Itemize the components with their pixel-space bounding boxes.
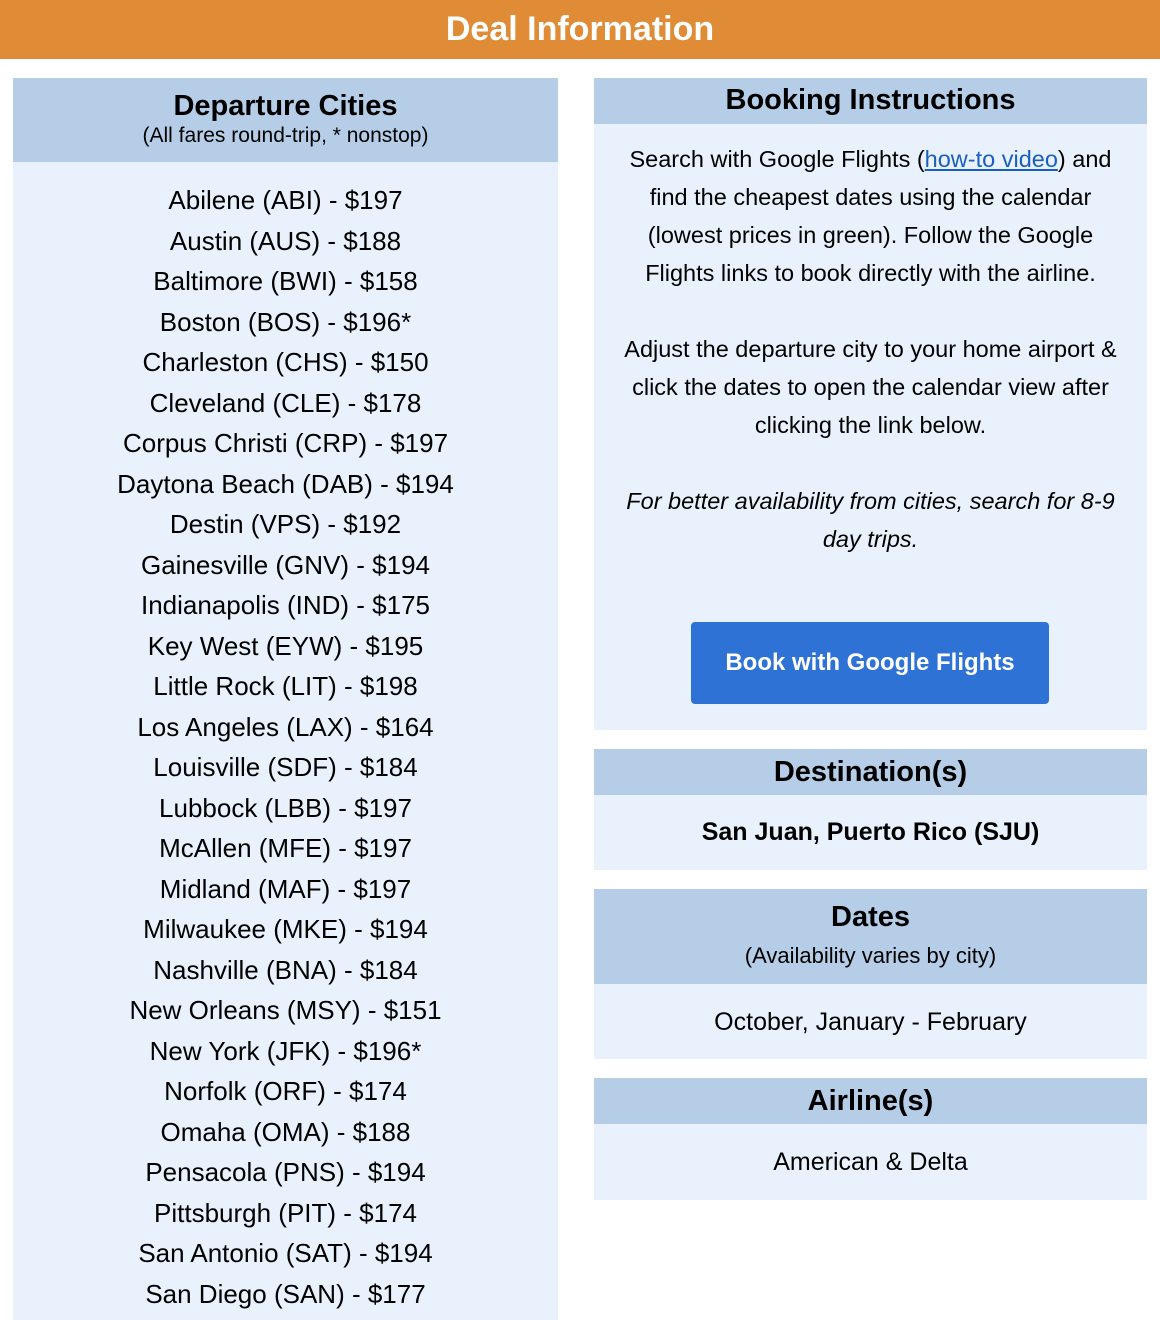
booking-instructions-title: Booking Instructions bbox=[594, 78, 1147, 124]
departure-city-item: Cleveland (CLE) - $178 bbox=[149, 387, 422, 418]
booking-instructions-panel bbox=[594, 78, 1147, 730]
booking-paragraph-adjust: Adjust the departure city to your home airport & click the dates to open the calendar view after clicking the link below. bbox=[624, 336, 1117, 438]
departure-city-item: Milwaukee (MKE) - $194 bbox=[143, 914, 428, 944]
departure-city-item: Boston (BOS) - $196* bbox=[159, 306, 412, 337]
banner-title: Deal Information bbox=[445, 10, 715, 48]
departure-city-item: Gainesville (GNV) - $194 bbox=[141, 549, 430, 580]
departure-city-item: Austin (AUS) - $188 bbox=[169, 225, 402, 256]
airline-panel bbox=[594, 1078, 1147, 1200]
booking-paragraph-availability: For better availability from cities, search for 8-9 day trips. bbox=[626, 488, 1115, 552]
departure-city-item: Baltimore (BWI) - $158 bbox=[153, 266, 418, 296]
dates-panel bbox=[594, 889, 1147, 1059]
departure-city-item: McAllen (MFE) - $197 bbox=[159, 833, 412, 863]
how-to-video-link[interactable]: how-to video bbox=[924, 146, 1058, 172]
departure-cities-header bbox=[13, 78, 558, 162]
departure-city-item: Indianapolis (IND) - $175 bbox=[140, 590, 431, 620]
departure-city-item: Omaha (OMA) - $188 bbox=[160, 1116, 411, 1147]
departure-city-item: Destin (VPS) - $192 bbox=[169, 509, 402, 539]
departure-cities-title: Departure Cities bbox=[173, 90, 398, 122]
destination-value: San Juan, Puerto Rico (SJU) bbox=[701, 818, 1040, 846]
booking-text-before-link: Search with Google Flights ( bbox=[629, 146, 925, 172]
departure-city-item: San Diego (SAN) - $177 bbox=[145, 1278, 426, 1309]
departure-city-item: Pensacola (PNS) - $194 bbox=[145, 1157, 426, 1187]
departure-city-item: Daytona Beach (DAB) - $194 bbox=[117, 468, 454, 499]
departure-city-item: Pittsburgh (PIT) - $174 bbox=[154, 1197, 417, 1228]
departure-city-item: Louisville (SDF) - $184 bbox=[153, 752, 418, 782]
departure-city-item: Charleston (CHS) - $150 bbox=[142, 347, 429, 377]
airline-value: American & Delta bbox=[773, 1148, 968, 1176]
destination-title: Destination(s) bbox=[594, 749, 1147, 795]
departure-city-item: Nashville (BNA) - $184 bbox=[153, 954, 418, 985]
departure-city-list bbox=[13, 180, 558, 1314]
departure-cities-panel bbox=[13, 78, 558, 1320]
departure-city-item: Little Rock (LIT) - $198 bbox=[153, 671, 418, 701]
departure-city-item: Corpus Christi (CRP) - $197 bbox=[122, 428, 449, 458]
departure-city-item: San Antonio (SAT) - $194 bbox=[138, 1238, 433, 1268]
dates-title: Dates bbox=[831, 901, 910, 933]
dates-value: October, January - February bbox=[714, 1008, 1027, 1036]
departure-city-item: Norfolk (ORF) - $174 bbox=[164, 1076, 407, 1106]
departure-city-item: Midland (MAF) - $197 bbox=[159, 873, 412, 904]
deal-information-banner bbox=[0, 0, 1160, 59]
departure-city-item: Lubbock (LBB) - $197 bbox=[159, 792, 412, 823]
departure-city-item: New Orleans (MSY) - $151 bbox=[129, 995, 442, 1025]
booking-text-after-link: ) and find the cheapest dates using the calendar (lowest prices in green). Follow the Google Flights links to book directly with the airline. bbox=[645, 146, 1112, 286]
departure-city-item: New York (JFK) - $196* bbox=[149, 1035, 422, 1066]
book-with-google-flights-button[interactable]: Book with Google Flights bbox=[691, 622, 1049, 704]
dates-subtitle: (Availability varies by city) bbox=[744, 943, 997, 968]
departure-city-item: Key West (EYW) - $195 bbox=[147, 630, 424, 661]
departure-cities-subtitle: (All fares round-trip, * nonstop) bbox=[142, 124, 429, 147]
departure-city-item: Los Angeles (LAX) - $164 bbox=[137, 711, 434, 742]
destination-panel bbox=[594, 749, 1147, 870]
departure-city-item: Abilene (ABI) - $197 bbox=[168, 185, 403, 215]
dates-header bbox=[594, 889, 1147, 984]
booking-paragraph-search bbox=[624, 140, 1117, 292]
booking-instructions-body bbox=[594, 124, 1147, 558]
airline-title: Airline(s) bbox=[594, 1078, 1147, 1124]
